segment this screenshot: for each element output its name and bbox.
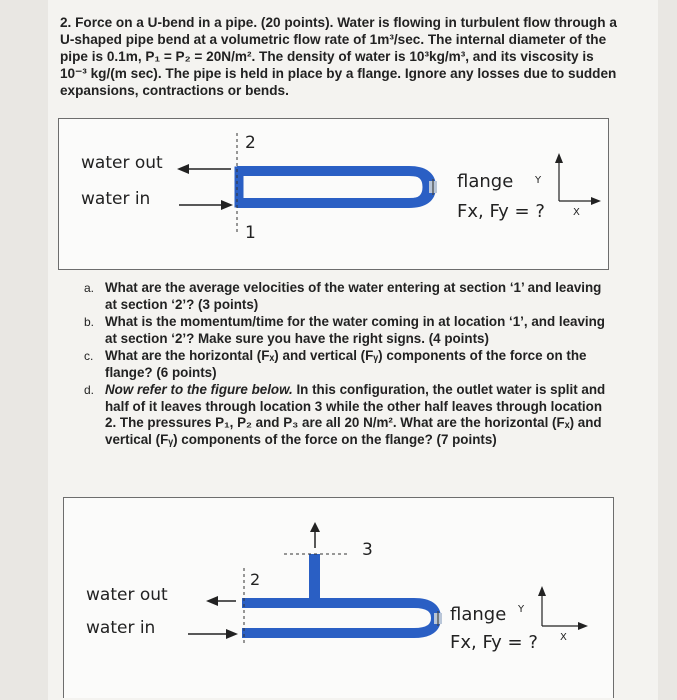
problem-title: 2. Force on a U-bend in a pipe. <box>60 15 258 30</box>
section-3-label: 3 <box>362 540 373 560</box>
inflow-arrow <box>179 200 233 210</box>
u-pipe <box>237 166 437 208</box>
outflow-arrow <box>206 596 236 606</box>
problem-text: Water is flowing in turbulent flow through a U-shaped pipe bend at a volumetric flow rate of 1m³/sec. The internal diameter of the pipe is 0.1m, P₁ = P₂ = 20N/m². The density of water is 10³kg/m³, and its viscosity is 10⁻³ kg/(m sec). The pipe is held in place by a flange. Ignore any losses due to sudden expansions, contractions or bends. <box>60 15 617 98</box>
water-in-label: water in <box>86 618 156 638</box>
water-out-label: water out <box>81 153 163 173</box>
flange-label: flange <box>457 171 514 192</box>
question-text: What are the horizontal (Fₓ) and vertical (Fᵧ) components of the force on the flange? (6 points) <box>105 348 587 380</box>
problem-statement <box>60 14 620 99</box>
water-in-label: water in <box>81 189 151 209</box>
split-pipe <box>242 554 442 638</box>
axis-x-label: X <box>560 632 567 643</box>
question-letter: b. <box>84 315 95 329</box>
axes-icon <box>538 586 588 630</box>
question-c <box>84 348 614 381</box>
question-a <box>84 280 614 313</box>
question-text <box>105 382 614 448</box>
inflow-arrow <box>188 629 238 639</box>
figure-u-bend <box>58 118 609 270</box>
axis-y-label: Y <box>518 604 525 615</box>
question-list <box>84 280 614 449</box>
question-text: What are the average velocities of the water entering at section ‘1’ and leaving at section ‘2’? (3 points) <box>105 280 602 312</box>
vertical-outflow-arrow <box>310 522 320 548</box>
section-1-label: 1 <box>245 223 256 243</box>
problem-points: (20 points). <box>260 15 334 30</box>
question-d <box>84 382 614 448</box>
question-text: What is the momentum/time for the water coming in at location ‘1’, and leaving at section ‘2’? Make sure you have the right signs. (4 points) <box>105 314 605 346</box>
question-d-lead: Now refer to the figure below. <box>105 382 293 397</box>
question-letter: c. <box>84 349 94 363</box>
flange-label: flange <box>450 604 507 625</box>
figure-split-bend <box>63 497 614 698</box>
forces-label: Fx, Fy = ? <box>450 632 538 653</box>
axes-icon <box>555 153 601 205</box>
axis-y-label: Y <box>535 175 542 186</box>
question-letter: a. <box>84 281 95 295</box>
axis-x-label: X <box>573 207 580 218</box>
question-letter: d. <box>84 383 95 397</box>
question-b <box>84 314 614 347</box>
forces-label: Fx, Fy = ? <box>457 201 545 222</box>
section-2-label: 2 <box>245 133 256 153</box>
section-2-label: 2 <box>250 570 261 589</box>
water-out-label: water out <box>86 585 168 605</box>
outflow-arrow <box>177 164 231 174</box>
question-d-text: In this configuration, the outlet water is split and half of it leaves through location 3 while the other half leaves through location 2. The pressures P₁, P₂ and P₃ are all 20 N/m². What are the horizontal (Fₓ) and vertical (Fᵧ) components of the force on the flange? (7 points) <box>105 382 606 447</box>
